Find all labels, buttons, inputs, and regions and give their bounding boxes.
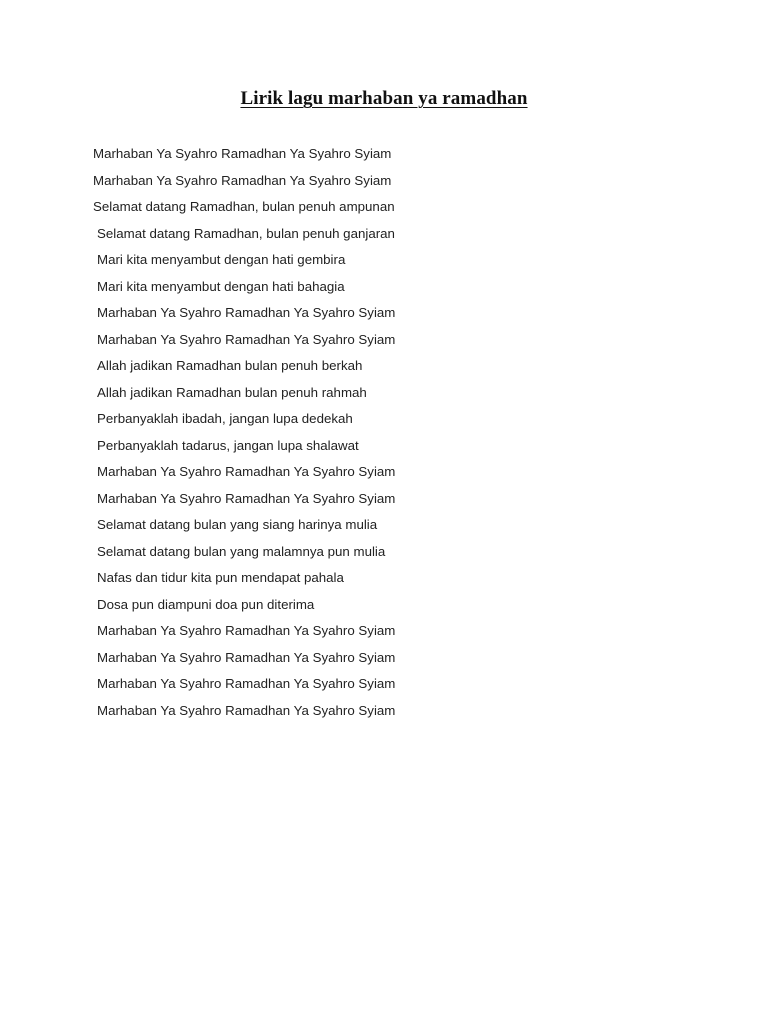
- lyric-line: Marhaban Ya Syahro Ramadhan Ya Syahro Syiam: [97, 702, 396, 718]
- lyric-line: Marhaban Ya Syahro Ramadhan Ya Syahro Syiam: [93, 172, 392, 188]
- lyric-line: Allah jadikan Ramadhan bulan penuh berkah: [97, 358, 363, 373]
- lyric-line: Perbanyaklah ibadah, jangan lupa dedekah: [97, 411, 353, 426]
- lyric-line: Marhaban Ya Syahro Ramadhan Ya Syahro Syiam: [97, 331, 396, 347]
- lyric-line: Selamat datang Ramadhan, bulan penuh ganjaran: [97, 225, 395, 241]
- lyric-line: Mari kita menyambut dengan hati gembira: [97, 252, 346, 267]
- lyric-line: Perbanyaklah tadarus, jangan lupa shalawat: [97, 437, 359, 453]
- lyric-line: Dosa pun diampuni doa pun diterima: [97, 596, 315, 612]
- lyric-line: Allah jadikan Ramadhan bulan penuh rahmah: [97, 384, 367, 400]
- lyric-line: Marhaban Ya Syahro Ramadhan Ya Syahro Syiam: [93, 146, 392, 161]
- lyric-line: Mari kita menyambut dengan hati bahagia: [97, 278, 345, 294]
- lyric-line: Marhaban Ya Syahro Ramadhan Ya Syahro Syiam: [97, 676, 396, 691]
- lyric-line: Selamat datang bulan yang malamnya pun mulia: [97, 543, 386, 559]
- document-title: Lirik lagu marhaban ya ramadhan: [240, 88, 528, 109]
- lyric-line: Marhaban Ya Syahro Ramadhan Ya Syahro Syiam: [97, 623, 396, 638]
- lyric-line: Marhaban Ya Syahro Ramadhan Ya Syahro Syiam: [97, 649, 396, 665]
- lyric-line: Marhaban Ya Syahro Ramadhan Ya Syahro Syiam: [97, 490, 396, 506]
- lyric-line: Nafas dan tidur kita pun mendapat pahala: [97, 570, 344, 585]
- lyric-line: Marhaban Ya Syahro Ramadhan Ya Syahro Syiam: [97, 464, 396, 479]
- lyric-line: Marhaban Ya Syahro Ramadhan Ya Syahro Syiam: [97, 305, 396, 320]
- lyric-line: Selamat datang bulan yang siang harinya mulia: [97, 517, 378, 532]
- lyric-line: Selamat datang Ramadhan, bulan penuh ampunan: [93, 199, 395, 214]
